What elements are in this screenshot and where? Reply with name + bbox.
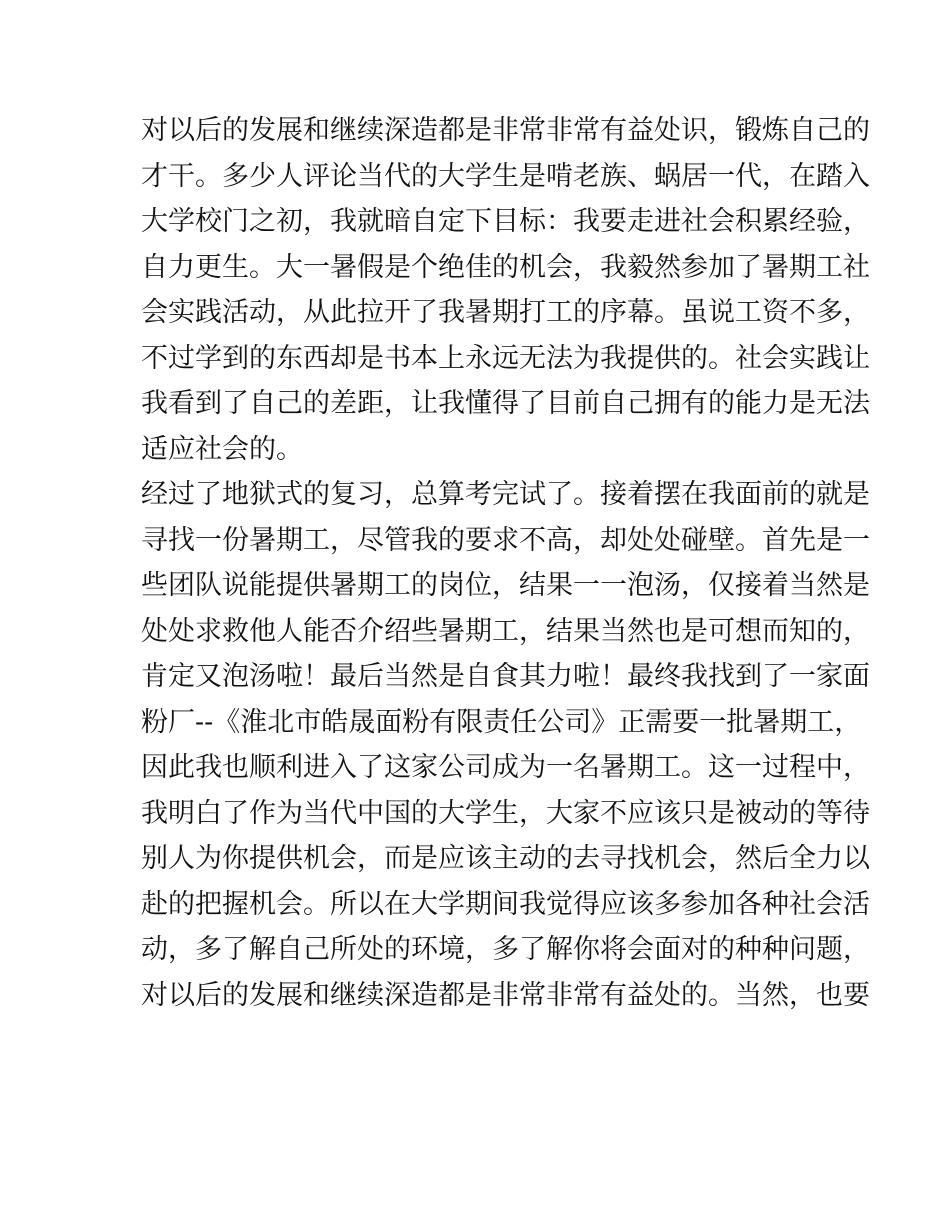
text-line-3: 大学校门之初，我就暗自定下目标：我要走进社会积累经验，: [141, 206, 870, 237]
text-line-19: 动，多了解自己所处的环境，多了解你将会面对的种种问题，: [141, 934, 870, 965]
text-line-11: 些团队说能提供暑期工的岗位，结果一一泡汤，仅接着当然是: [141, 570, 870, 601]
text-line-6: 不过学到的东西却是书本上永远无法为我提供的。社会实践让: [141, 342, 870, 374]
text-line-15: 因此我也顺利进入了这家公司成为一名暑期工。这一过程中，: [141, 752, 870, 783]
text-line-7: 我看到了自己的差距，让我懂得了目前自己拥有的能力是无法: [141, 388, 870, 419]
text-line-14: 粉厂--《淮北市皓晟面粉有限责任公司》正需要一批暑期工，: [141, 706, 862, 738]
text-line-8: 适应社会的。: [141, 433, 303, 465]
text-line-18: 赴的把握机会。所以在大学期间我觉得应该多参加各种社会活: [141, 888, 870, 920]
text-line-4: 自力更生。大一暑假是个绝佳的机会，我毅然参加了暑期工社: [141, 251, 870, 283]
text-line-9: 经过了地狱式的复习，总算考完试了。接着摆在我面前的就是: [141, 479, 870, 510]
text-line-12: 处处求救他人能否介绍些暑期工，结果当然也是可想而知的，: [141, 615, 870, 647]
text-line-20: 对以后的发展和继续深造都是非常非常有益处的。当然，也要: [141, 979, 870, 1011]
text-line-13: 肯定又泡汤啦！最后当然是自食其力啦！最终我找到了一家面: [141, 661, 870, 692]
text-line-16: 我明白了作为当代中国的大学生，大家不应该只是被动的等待: [141, 797, 870, 829]
text-line-10: 寻找一份暑期工，尽管我的要求不高，却处处碰壁。首先是一: [141, 524, 870, 556]
text-line-17: 别人为你提供机会，而是应该主动的去寻找机会，然后全力以: [141, 843, 870, 874]
document-body: [141, 108, 870, 1018]
text-line-2: 才干。多少人评论当代的大学生是啃老族、蜗居一代，在踏入: [141, 160, 870, 192]
text-line-1: 对以后的发展和继续深造都是非常非常有益处识，锻炼自己的: [141, 115, 870, 146]
text-line-5: 会实践活动，从此拉开了我暑期打工的序幕。虽说工资不多，: [141, 297, 870, 328]
